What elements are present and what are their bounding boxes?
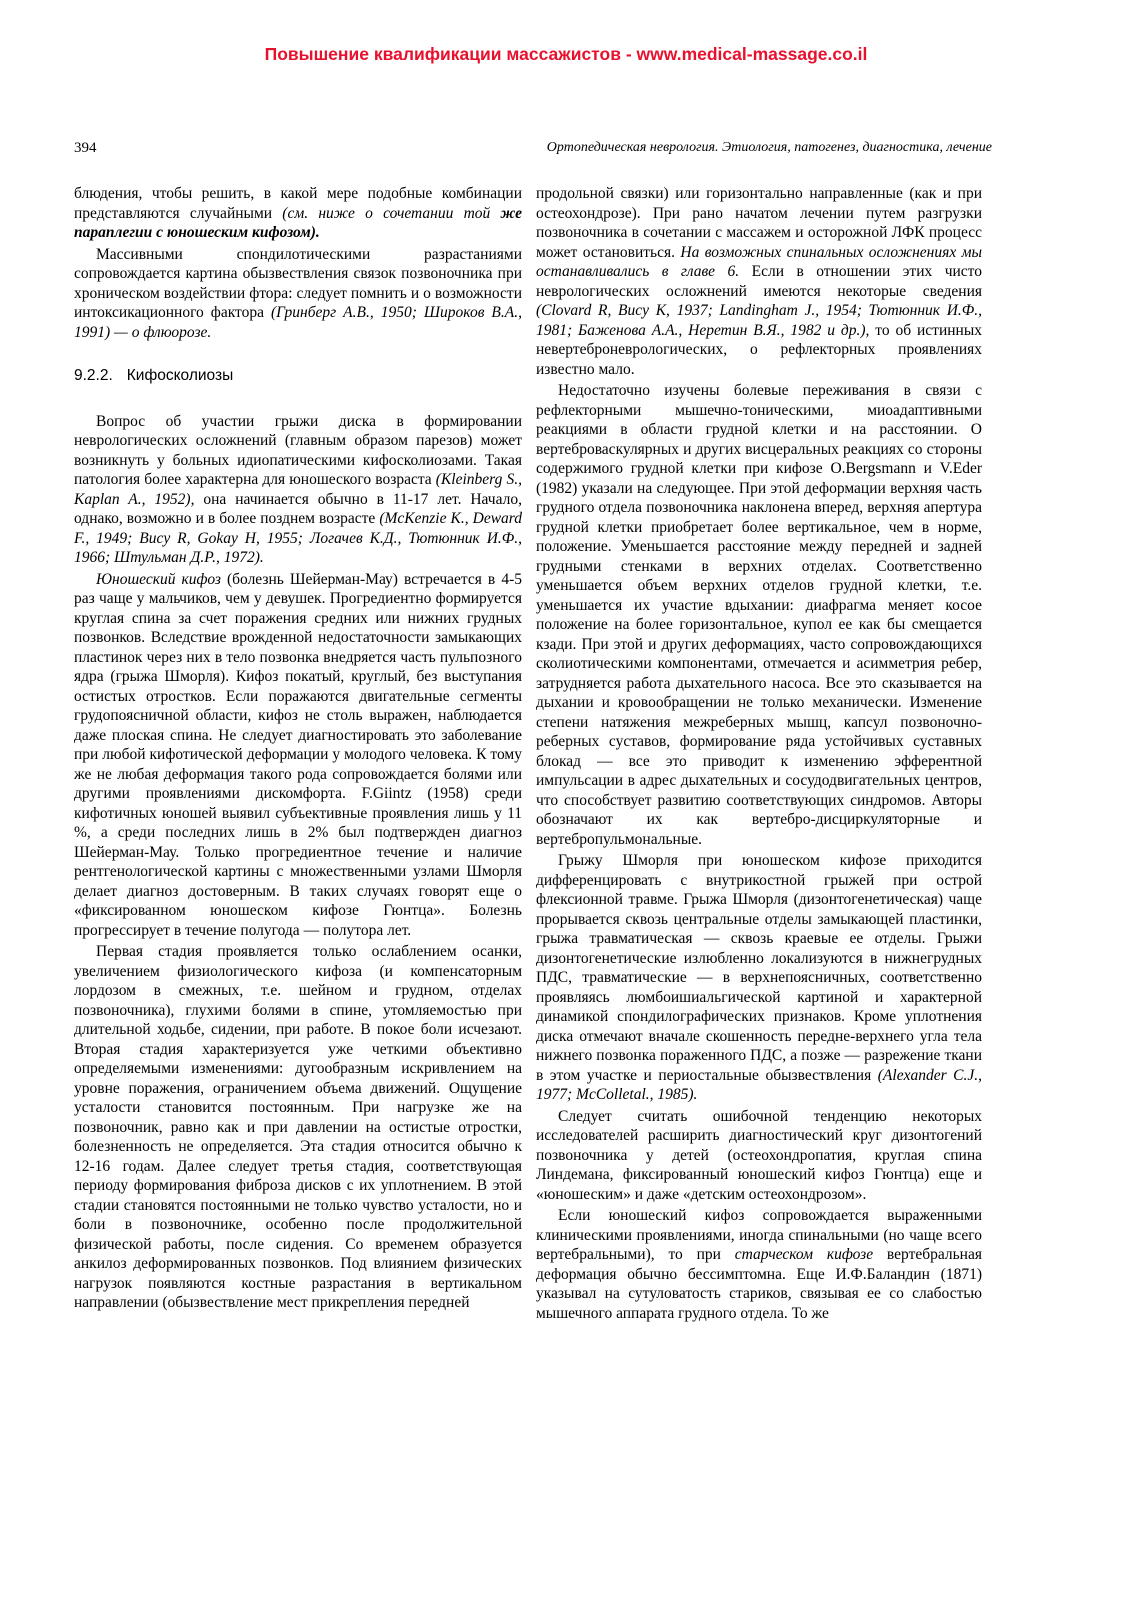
text-run: то об истинных невертеброневрологических, о рефлекторных проявлениях известно мало.: [536, 321, 983, 378]
section-heading: [74, 366, 522, 386]
paragraph: [74, 184, 522, 243]
citation: (McKenzie K., Deward F., 1949; Bucy R, Gokay H, 1955; Логачев К.Д., Тютюнник И.Ф., 1966; Штульман Д.Р., 1972).: [74, 510, 522, 566]
text-run: Если юношеский кифоз сопровождается выраженными клиническими проявлениями, иногда спинальными (но чаще всего вертебральными), то при: [536, 1207, 982, 1263]
site-banner: Повышение квалификации массажистов - www.medical-massage.co.il: [264, 44, 868, 64]
text-run: блюдения, чтобы решить, в какой мере подобные комбинации представляются случайными: [74, 185, 522, 222]
paragraph: [536, 1206, 982, 1323]
citation: (Kleinberg S., Kaplan A., 1952),: [74, 471, 522, 508]
paragraph: Первая стадия проявляется только ослаблением осанки, увеличением физиологического кифоза (и компенсаторным лордозом в смежных, т.е. шейном и грудном, отделах позвоночника), глухими болями в спине, утомляемостью при длительной ходьбе, сидении, при работе. В покое боли исчезают. Вторая стадия характеризуется уже четкими объективно определяемыми изменениями: дугообразным искривлением на уровне поражения, ограничением объема движений. Ощущение усталости становится постоянным. При нагрузке же на позвоночник, равно как и при давлении на остистые отростки, болезненность не определяется. Эта стадия относится обычно к 12-16 годам. Далее следует третья стадия, соответствующая периоду формирования фиброза дисков с их уплотнением. В этой стадии становятся постоянными не только чувство усталости, но и боли в позвоночнике, особенно после продолжительной физической работы, после сидения. Со временем образуется анкилоз деформированных позвонков. Под влиянием физических нагрузок появляются костные разрастания в вертикальном направлении (обызвествление мест прикрепления передней: [74, 943, 522, 1311]
paragraph: [74, 245, 522, 343]
paragraph: [536, 184, 982, 379]
emphasis: же параплегии с юношеским кифозом).: [74, 204, 522, 241]
text-run: она начинается обычно в 11-17 лет. Начало, однако, возможно и в более позднем возрасте: [74, 490, 522, 527]
text-run: продольной связки) или горизонтально направленные (как и при остеохондрозе). При рано начатом лечении путем разгрузки позвоночника в сочетании с массажем и осторожной ЛФК процесс может остановиться.: [536, 185, 982, 261]
paragraph: Следует считать ошибочной тенденцию некоторых исследователей расширить диагностический круг дизонтогений позвоночника у детей (остеохондропатия, круглая спина Линдемана, фиксированный юношеский кифоз Гюнтца) еще и «юношеским» и даже «детским остеохондрозом».: [536, 1107, 982, 1203]
citation: (Clovard R, Bucy K, 1937; Landingham J., 1954; Тютюнник И.Ф., 1981; Баженова А.А., Неретин В.Я., 1982 и др.),: [536, 302, 982, 339]
section-number: 9.2.2.: [74, 367, 113, 384]
page-number: 394: [74, 140, 97, 156]
right-column: [536, 184, 982, 1323]
paragraph: [536, 851, 982, 1105]
citation: (см. ниже о сочетании той: [282, 204, 501, 222]
left-column: [74, 184, 522, 1313]
term: Юношеский кифоз: [96, 570, 221, 588]
text-run: Вопрос об участии грыжи диска в формировании неврологических осложнений (главным образом парезов) может возникнуть у больных идиопатическими кифосколиозами. Такая патология более характерна для юношеского возраста: [74, 412, 522, 488]
citation: (Alexander C.J., 1977; McColletal., 1985).: [536, 1066, 982, 1103]
paragraph: Недостаточно изучены болевые переживания в связи с рефлекторными мышечно-тоническими, миоадаптивными реакциями в области грудной клетки и на расстоянии. О вертеброваскулярных и других висцеральных реакциях со стороны содержимого грудной клетки при кифозе O.Bergsmann и V.Eder (1982) указали на следующее. При этой деформации верхняя часть грудного отдела позвоночника наклонена вперед, верхняя апертура грудной клетки приобретает более вертикальное, чем в норме, положение. Уменьшается расстояние между передней и задней грудными стенками в верхних отделах. Соответственно уменьшается объем верхних отделов грудной клетки, т.е. уменьшается их участие вдыхании: диафрагма меняет косое положение на более горизонтальное, купол ее как бы смещается кзади. При этой и других деформациях, часто сопровождающихся сколиотическими компонентами, отмечается и асимметрия ребер, затрудняется работа дыхательного насоса. Все это сказывается на дыхании и кровообращении не только механически. Изменение степени натяжения межреберных мышц, капсул позвоночно-реберных суставов, формирование ряда устойчивых суставных блокад — все это приводит к изменению эфферентной импульсации в адрес дыхательных и сосудодвигательных центров, что способствует развитию соответствующих синдромов. Авторы обозначают их как вертебро-дисциркуляторные и вертебропульмональные.: [536, 382, 982, 848]
text-run: Массивными спондилотическими разрастаниями сопровождается картина обызвествления связок позвоночника при хроническом воздействии фтора: следует помнить и о возможности интоксикационного фактора: [74, 245, 522, 321]
text-run: (болезнь Шейерман-Мау) встречается в 4-5 раз чаще у мальчиков, чем у девушек. Прогредиентно формируется круглая спина за счет поражения средних или нижних грудных позвонков. Вследствие врожденной недостаточности замыкающих пластинок через них в тело позвонка внедряется часть пульпозного ядра (грыжа Шморля). Кифоз покатый, круглый, без выступания остистых отростков. Если поражаются двигательные сегменты грудопоясничной области, кифоз не столь выражен, наблюдается даже плоская спина. Не следует диагностировать это заболевание при любой кифотической деформации у молодого человека. К тому же не любая деформация такого рода сопровождается болями или другими проявлениями дискомфорта. F.Giintz (1958) среди кифотичных юношей выявил субъективные проявления лишь у 11 %, а среди последних лишь в 2% был подтвержден диагноз Шейерман-Мау. Только прогредиентное течение и наличие рентгенологической картины с множественными узлами Шморля делает диагноз достоверным. В таких случаях говорят еще о «фиксированном юношеском кифозе Гюнтца». Болезнь прогрессирует в течение полугода — полутора лет.: [74, 570, 522, 939]
citation: (Гринберг А.В., 1950; Широков В.А., 1991) — о флюорозе.: [74, 304, 522, 341]
paragraph: [74, 570, 522, 941]
text-run: Если в отношении этих чисто неврологических осложнений имеются некоторые сведения: [536, 263, 982, 300]
term: старческом кифозе: [734, 1246, 874, 1263]
paragraph: [74, 412, 522, 568]
text-run: вертебральная деформация обычно бессимптомна. Еще И.Ф.Баландин (1871) указывал на сутуловатость стариков, связывая ее со слабостью мышечного аппарата грудного отдела. То же: [536, 1246, 982, 1322]
cross-reference: На возможных спинальных осложнениях мы останавливались в главе 6.: [536, 243, 982, 280]
text-run: Грыжу Шморля при юношеском кифозе приходится дифференцировать с внутрикостной грыжей при острой флексионной травме. Грыжа Шморля (дизонтогенетическая) чаще прорывается сквозь центральные отделы замыкающей пластинки, грыжа травматическая — сквозь краевые ее отделы. Грыжи дизонтогенетические излюбленно локализуются в нижнегрудных ПДС, травматические — в верхнепоясничных, соответственно проявляясь люмбоишиальгической картиной и характерной динамикой спондилографических признаков. Кроме уплотнения диска отмечают вначале скошенность передне-верхнего угла тела нижнего позвонка пораженного ПДС, а позже — разрежение ткани в этом участке и периостальные обызвествления: [536, 852, 982, 1084]
section-title: Кифосколиозы: [126, 367, 234, 384]
running-title: Ортопедическая неврология. Этиология, патогенез, диагностика, лечение: [546, 140, 992, 155]
